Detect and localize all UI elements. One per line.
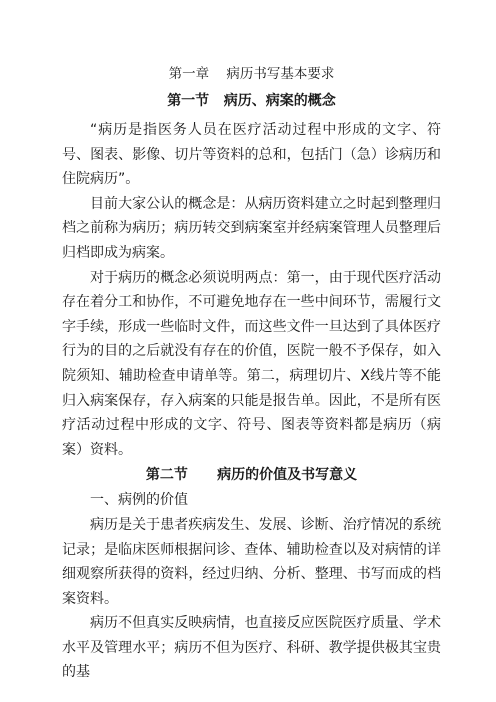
section-title-1: 第一节 病历、病案的概念 <box>167 93 336 109</box>
paragraph-definition-quote: “病历是指医务人员在医疗活动过程中形成的文字、符号、图表、影像、切片等资料的总和，包括门（急）诊病历和住院病历”。 <box>62 122 441 188</box>
paragraph-consensus-concept: 目前大家公认的概念是：从病历资料建立之时起到整理归档之前称为病历；病历转交到病案室并经病案管理人员整理后归档即成为病案。 <box>62 195 441 261</box>
paragraph-two-points: 对于病历的概念必须说明两点：第一，由于现代医疗活动存在着分工和协作，不可避免地存在一些中间环节，需履行文字手续，形成一些临时文件，而这些文件一旦达到了具体医疗行为的目的之后就没有存在的价值，医院一般不予保存，如入院须知、辅助检查申请单等。第二，病理切片、X线片等不能归入病案保存，存入病案的只能是报告单。因此，不是所有医疗活动过程中形成的文字、符号、图表等资料都是病历（病案）资料。 <box>62 269 441 458</box>
chapter-title: 第一章 病历书写基本要求 <box>168 66 335 82</box>
subheading-value: 一、病例的价值 <box>90 492 188 509</box>
section-title-2: 第二节 病历的价值及书写意义 <box>145 467 358 484</box>
paragraph-record-quality: 病历不但真实反映病情，也直接反应医院医疗质量、学术水平及管理水平；病历不但为医疗、科研、教学提供极其宝贵的基 <box>62 615 441 681</box>
paragraph-record-description: 病历是关于患者疾病发生、发展、诊断、治疗情况的系统记录；是临床医师根据问诊、查体、辅助检查以及对病情的详细观察所获得的资料，经过归纳、分析、整理、书写而成的档案资料。 <box>62 516 441 607</box>
